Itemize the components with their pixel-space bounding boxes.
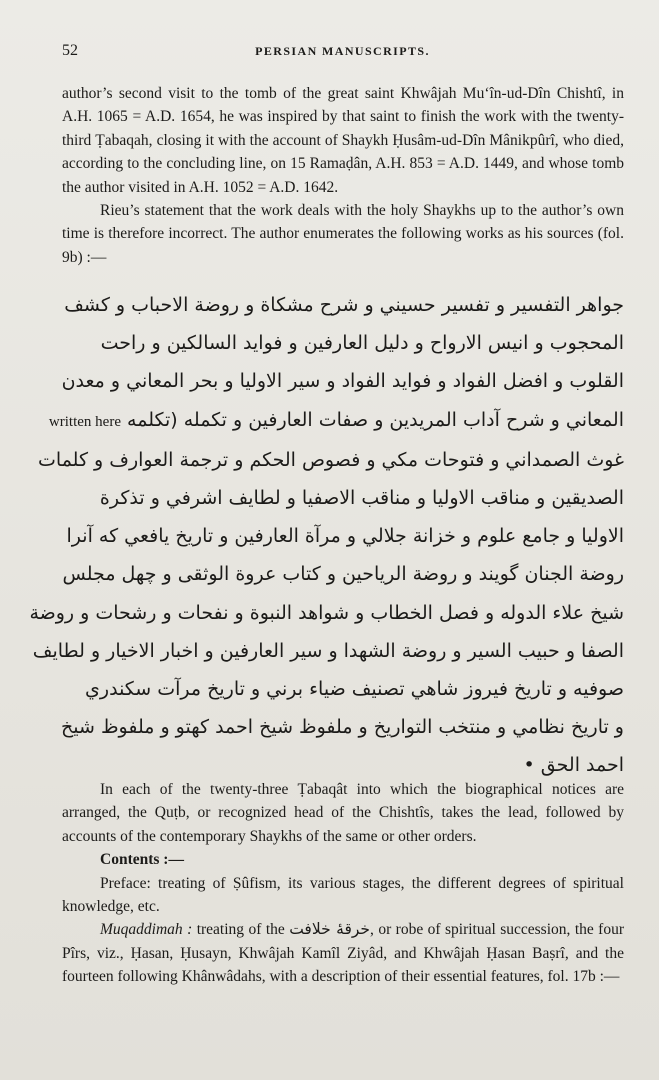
persian-line: شيخ علاء الدوله و فصل الخطاب و شواهد النبوة و نفحات و رشحات و روضة — [29, 601, 624, 624]
page-number: 52 — [62, 42, 78, 59]
persian-line: روضة الجنان گويند و روضة الرياحين و كتاب عروة الوثقى و چهل مجلس — [62, 563, 624, 586]
persian-line: صوفيه و تاريخ فيروز شاهي تصنيف ضياء برني و تاريخ مرآت سكندري — [85, 678, 624, 701]
persian-line: القلوب و افضل الفواد و فوايد الفواد و سير الاوليا و بحر المعاني و معدن — [61, 370, 624, 393]
persian-line: احمد الحق • — [523, 754, 624, 777]
upper-text-block — [62, 82, 624, 269]
inline-note: written here — [48, 413, 121, 430]
persian-line: الاوليا و جامع علوم و خزانة جلالي و مرآة العارفين و تاريخ يافعي كه آنرا — [66, 525, 624, 548]
running-head: PERSIAN MANUSCRIPTS. — [255, 44, 430, 58]
persian-line: الصديقين و مناقب الاوليا و مناقب الاصفيا و لطايف اشرفي و تذكرة — [99, 487, 624, 510]
persian-line: و تاريخ نظامي و منتخب التواريخ و ملفوظ شيخ احمد كهتو و ملفوظ شيخ — [61, 716, 624, 739]
paragraph-continuation: author’s second visit to the tomb of the great saint Khwâjah Mu‘în-ud-Dîn Chishtî, in A.H. 1065 = A.D. 1654, he was inspired by that saint to finish the work with the twenty-third Ṭabaqah, closing it with the account of Shaykh Ḥusâm-ud-Dîn Mânikpûrî, who died, according to the concluding line, on 15 Ramaḍân, A.H. 853 = A.D. 1449, and whose tomb the author visited in A.H. 1052 = A.D. 1642. — [62, 85, 624, 196]
persian-line: جواهر التفسير و تفسير حسيني و شرح مشكاة و روضة الاحباب و كشف — [64, 294, 624, 316]
lower-text-block — [62, 778, 624, 989]
persian-line-text: المعاني و شرح آداب المريدين و صفات العارفين و تكمله (تكلمه — [127, 408, 624, 431]
contents-heading: Contents :— — [100, 851, 184, 869]
muqaddimah-persian: خرقهٔ خلافت — [289, 920, 371, 939]
muqaddimah-post: , or robe of spiritual succession, the four Pîrs, viz., Ḥasan, Ḥusayn, Khwâjah Kamîl Ziyâd, and Khwâjah Ḥasan Baṣrî, and the fourteen following Khânwâdahs, with a description of their essential features, fol. 17b :— — [62, 921, 625, 986]
preface-entry: Preface: treating of Ṣûfism, its various stages, the different degrees of spiritual knowledge, etc. — [62, 874, 624, 916]
paragraph-tabaqat: In each of the twenty-three Ṭabaqât into which the biographical notices are arranged, the Quṭb, or recognized head of the Chishtîs, takes the lead, followed by accounts of the contemporary Shaykhs of the same or other orders. — [62, 781, 624, 845]
persian-line: غوث الصمداني و فتوحات مكي و فصوص الحكم و ترجمة العوارف و كلمات — [38, 448, 624, 471]
persian-line: المحجوب و انيس الارواح و دليل العارفين و فوايد السالكين و راحت — [100, 332, 624, 355]
muqaddimah-entry — [62, 918, 624, 988]
muqaddimah-pre: treating of the — [196, 921, 285, 939]
persian-sources-list — [29, 286, 624, 785]
muqaddimah-label: Muqaddimah : — [100, 921, 193, 939]
paragraph-rieu-statement: Rieu’s statement that the work deals with the holy Shaykhs up to the author’s own time is therefore incorrect. The author enumerates the following works as his sources (fol. 9b) :— — [62, 202, 624, 266]
persian-line — [48, 401, 624, 441]
page-header — [62, 42, 623, 66]
persian-line: الصفا و حبيب السير و روضة الشهدا و سير العارفين و اخبار الاخيار و لطايف — [32, 639, 624, 662]
